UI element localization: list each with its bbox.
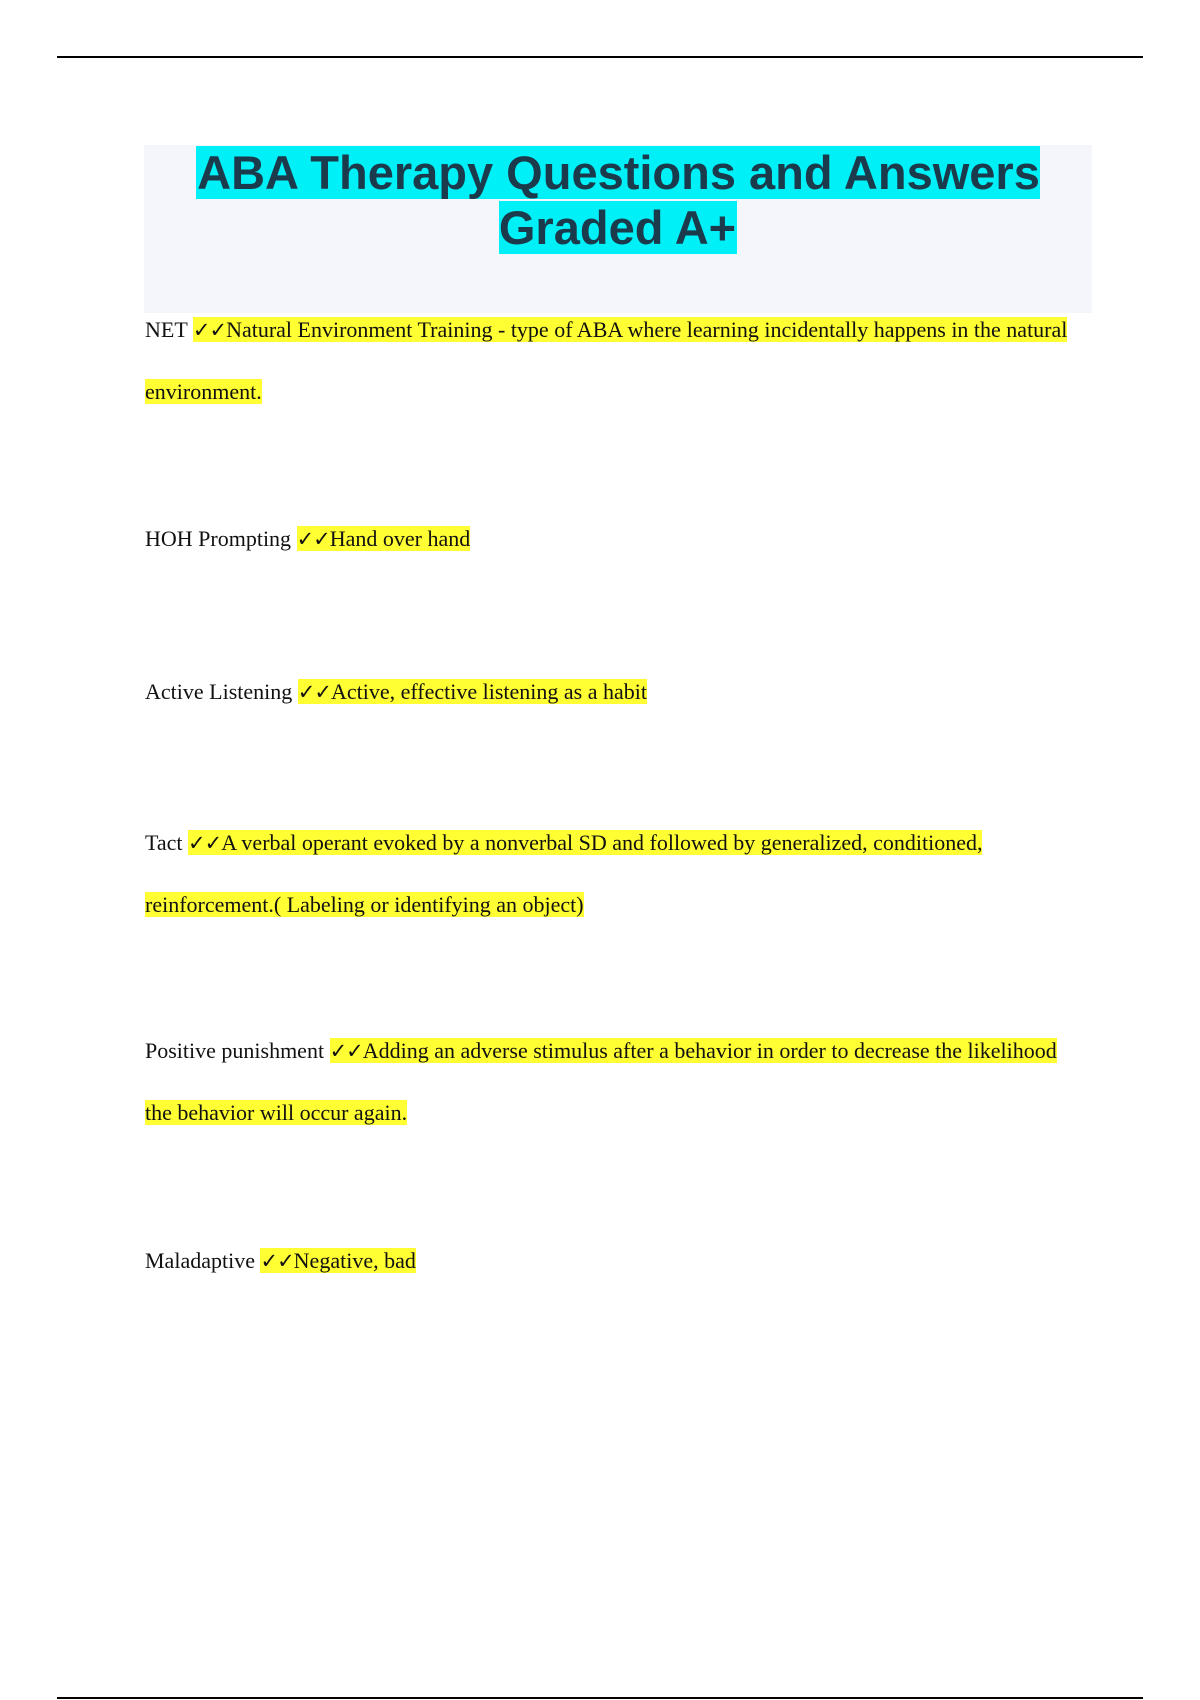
double-check-icon: ✓✓ [192, 318, 227, 342]
double-check-icon: ✓✓ [260, 1249, 294, 1273]
double-check-icon: ✓✓ [296, 527, 330, 551]
bottom-rule [57, 1697, 1143, 1699]
double-check-icon: ✓✓ [297, 680, 331, 704]
entry-answer-highlight [145, 830, 982, 917]
entry-answer: Negative, bad [293, 1248, 416, 1273]
entry-term: Active Listening [145, 679, 293, 704]
title-highlight: ABA Therapy Questions and Answers Graded A+ [197, 146, 1040, 254]
entry-answer-highlight [297, 526, 471, 551]
entry-term: Tact [145, 830, 183, 855]
qa-entry [145, 812, 1075, 935]
qa-entry [145, 1020, 1075, 1143]
title-block [144, 145, 1092, 313]
entry-answer: A verbal operant evoked by a nonverbal SD and followed by generalized, conditioned, reinforcement.( Labeling or identifying an object) [145, 830, 983, 917]
entry-answer-highlight [260, 1248, 415, 1273]
entry-term: Positive punishment [145, 1038, 325, 1063]
entry-answer: Hand over hand [329, 526, 471, 551]
entry-term: NET [145, 317, 188, 342]
double-check-icon: ✓✓ [188, 831, 222, 855]
qa-entry [145, 1230, 1075, 1292]
entry-answer: Adding an adverse stimulus after a behavior in order to decrease the likelihood the behavior will occur again. [145, 1038, 1057, 1125]
entry-term: HOH Prompting [145, 526, 292, 551]
double-check-icon: ✓✓ [329, 1039, 363, 1063]
document-title [144, 145, 1092, 255]
entry-answer-highlight [145, 317, 1067, 404]
entry-answer: Active, effective listening as a habit [330, 679, 647, 704]
qa-entry [145, 508, 1075, 570]
entry-answer-highlight [298, 679, 647, 704]
entry-answer: Natural Environment Training - type of ABA where learning incidentally happens in the natural environment. [145, 317, 1068, 404]
qa-entry [145, 299, 1075, 422]
qa-entry [145, 661, 1075, 723]
entry-term: Maladaptive [145, 1248, 255, 1273]
top-rule [57, 56, 1143, 58]
